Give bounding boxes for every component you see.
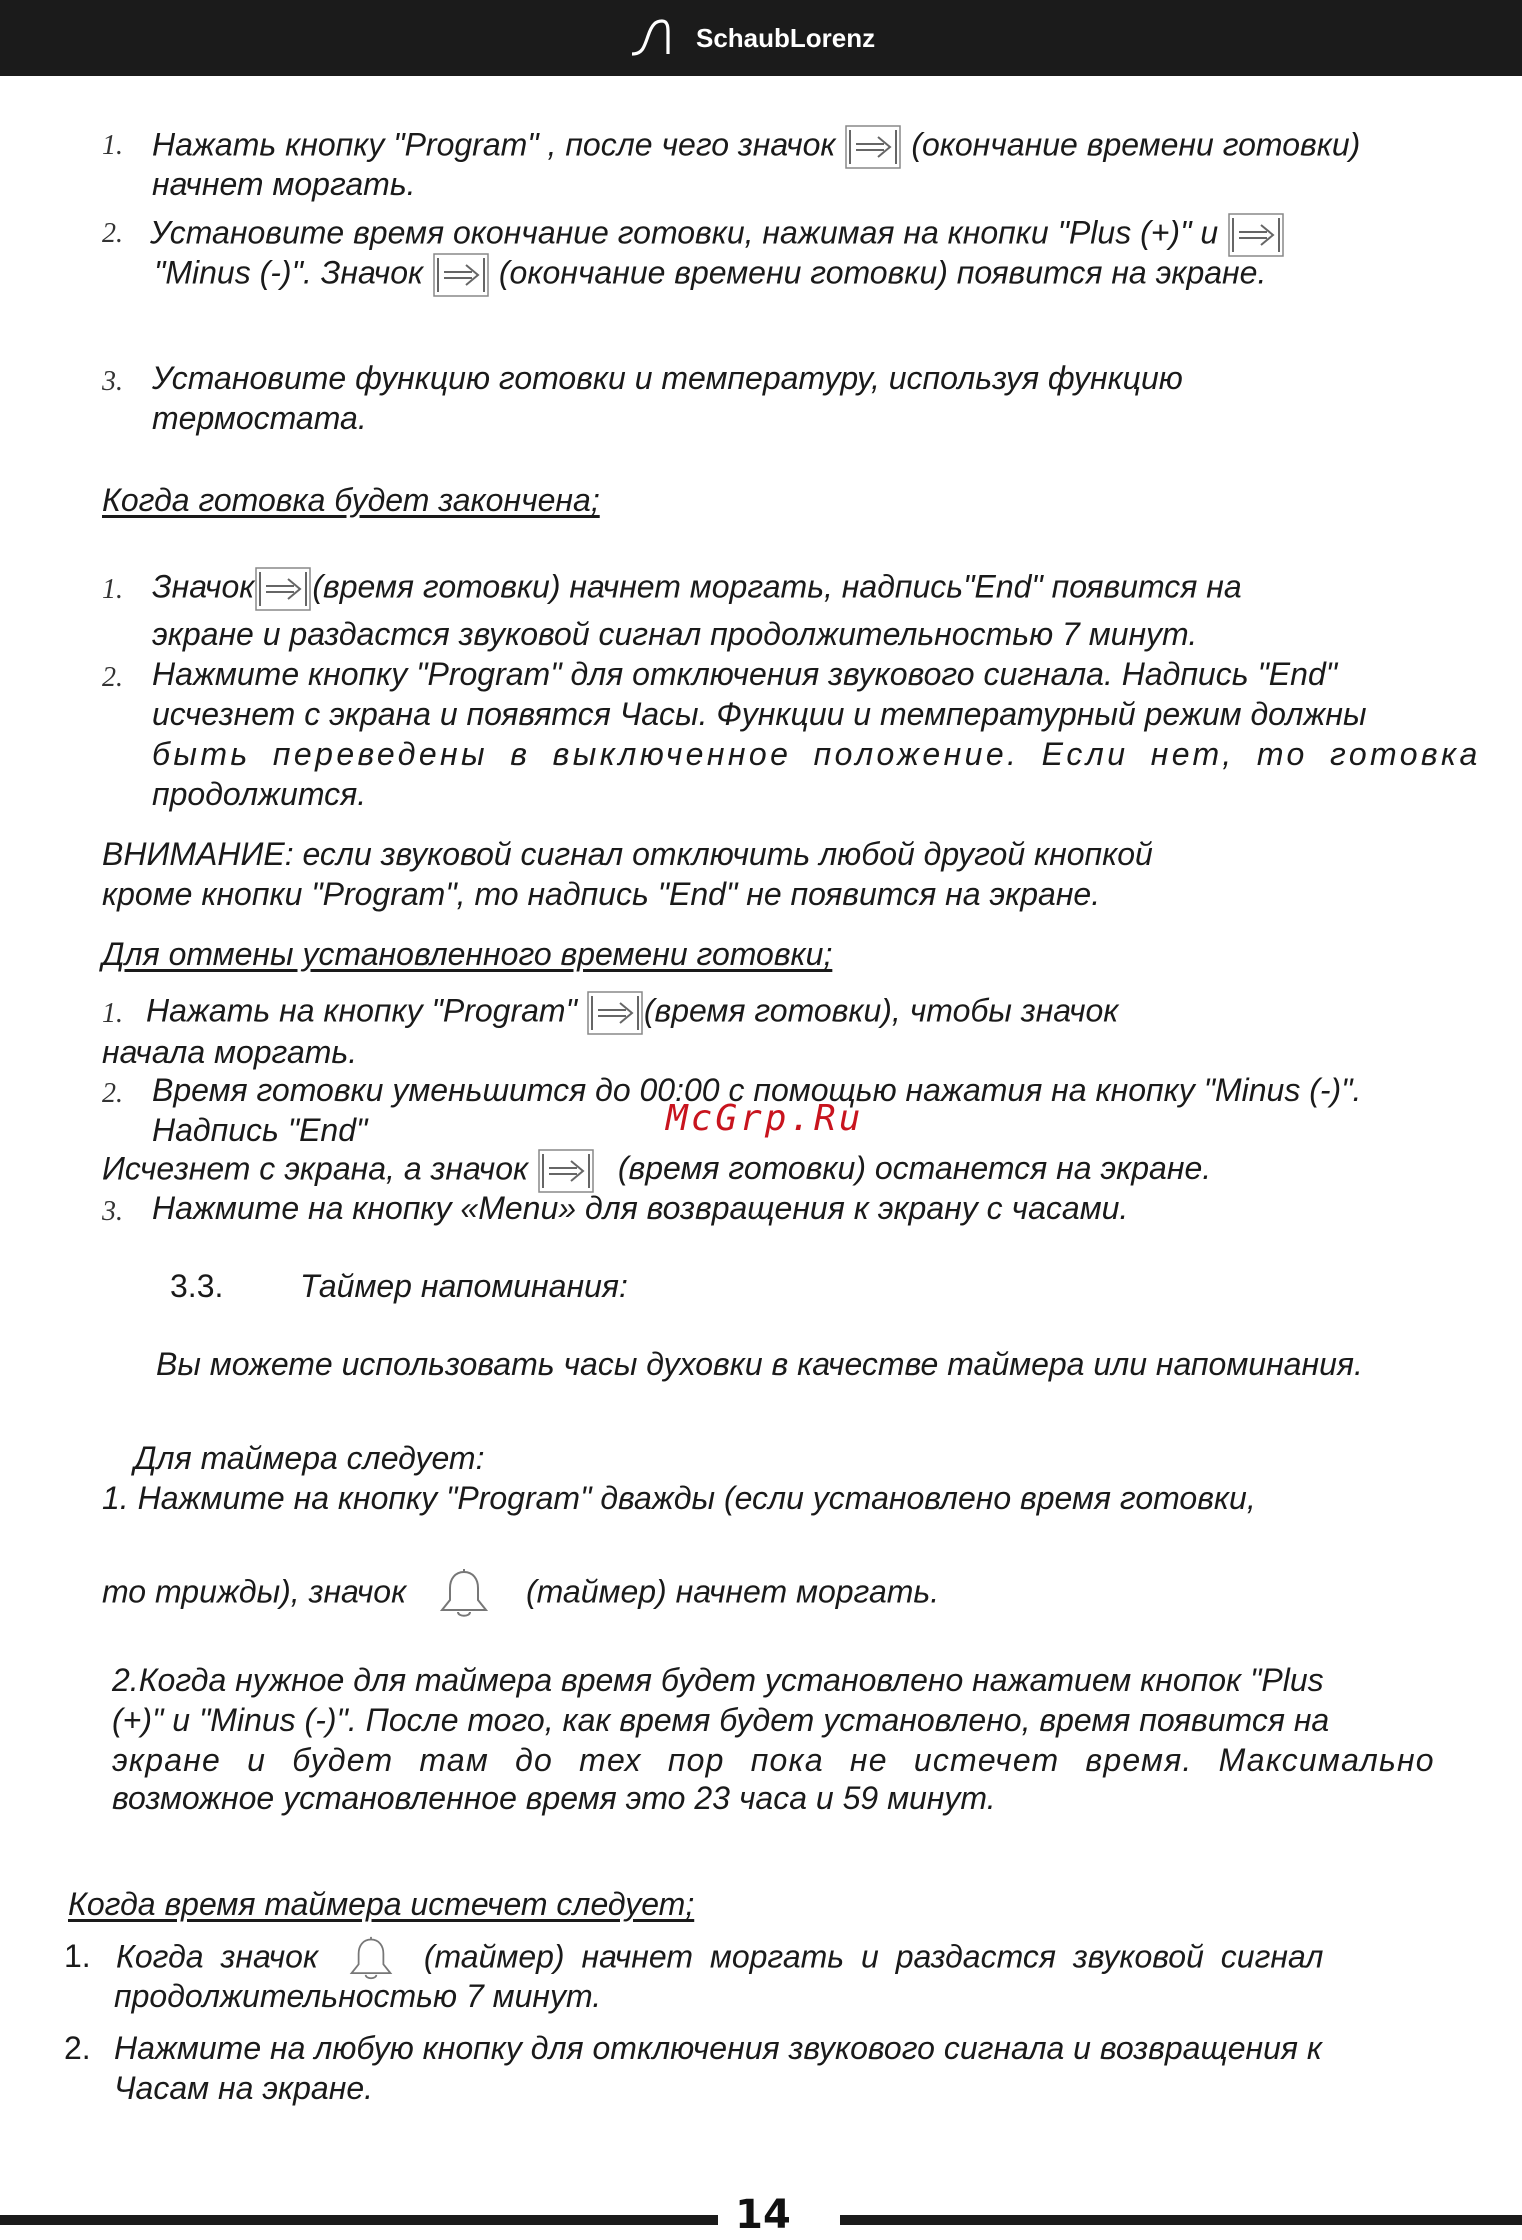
paragraph-line: быть переведены в выключенное положение. Если нет, то готовка <box>152 736 1481 772</box>
paragraph-line: Нажмите кнопку "Program" для отключения звукового сигнала. Надпись "End" <box>152 656 1338 692</box>
cook-end-time-icon <box>432 252 490 298</box>
paragraph-line: возможное установленное время это 23 часа и 59 минут. <box>112 1780 996 1816</box>
list-number: 1. <box>102 998 123 1029</box>
cook-end-time-icon <box>844 124 902 170</box>
paragraph-line: экране и будет там до тех пор пока не истечет время. Максимально <box>112 1742 1435 1778</box>
paragraph-line: начала моргать. <box>102 1034 358 1070</box>
paragraph-line: Значок (время готовки) начнет моргать, надпись"End" появится на <box>152 566 1242 612</box>
paragraph-line: Время готовки уменьшится до 00:00 с помощью нажатия на кнопку "Minus (-)". <box>152 1072 1362 1108</box>
paragraph-line: Исчезнет с экрана, а значок (время готовки) останется на экране. <box>102 1148 1211 1194</box>
footer-rule-left <box>0 2215 718 2225</box>
paragraph-line: начнет моргать. <box>152 166 416 202</box>
brand-first: Schaub <box>696 22 790 53</box>
paragraph-line: экране и раздастся звуковой сигнал продолжительностью 7 минут. <box>152 616 1198 652</box>
list-number: 3. <box>102 366 123 397</box>
paragraph-line: Когда значок (таймер) начнет моргать и раздастся звуковой сигнал <box>116 1936 1323 1982</box>
list-number: 3. <box>102 1196 123 1227</box>
paragraph-line: 2.Когда нужное для таймера время будет установлено нажатием кнопок "Plus <box>112 1662 1324 1698</box>
paragraph-line: (+)" и "Minus (-)". После того, как время будет установлено, время появится на <box>112 1702 1330 1738</box>
paragraph-line: "Minus (-)". Значок (окончание времени готовки) появится на экране. <box>154 252 1266 298</box>
watermark: McGrp.Ru <box>666 1098 864 1139</box>
paragraph-line: то трижды), значок (таймер) начнет моргать. <box>102 1568 939 1620</box>
list-number: 1. <box>102 130 123 161</box>
sub-heading: Для таймера следует: <box>134 1440 485 1476</box>
list-number: 1. <box>64 1938 91 1974</box>
paragraph-line: Нажать на кнопку "Program" (время готовки), чтобы значок <box>146 990 1118 1036</box>
list-number: 2. <box>102 218 123 249</box>
list-number: 1. <box>102 574 123 605</box>
paragraph-line: Установите время окончание готовки, нажимая на кнопки "Plus (+)" и <box>150 212 1285 258</box>
schaub-lorenz-s-mark-icon <box>628 18 692 58</box>
paragraph-line: 1. Нажмите на кнопку "Program" дважды (если установлено время готовки, <box>102 1480 1256 1516</box>
cook-end-time-icon <box>586 990 644 1036</box>
section-title: Таймер напоминания: <box>300 1268 628 1304</box>
paragraph-line: Установите функцию готовки и температуру, используя функцию <box>152 360 1183 396</box>
brand-second: Lorenz <box>789 22 876 53</box>
page-number: 14 <box>735 2192 791 2238</box>
brand-logo <box>628 18 875 58</box>
paragraph-line: исчезнет с экрана и появятся Часы. Функции и температурный режим должны <box>152 696 1367 732</box>
paragraph-line: Часам на экране. <box>114 2070 373 2106</box>
paragraph-line: Нажмите на кнопку «Menu» для возвращения к экрану с часами. <box>152 1190 1129 1226</box>
list-number: 2. <box>102 1078 123 1109</box>
list-number: 2. <box>102 662 123 693</box>
paragraph-line: Вы можете использовать часы духовки в качестве таймера или напоминания. <box>156 1346 1363 1382</box>
warning-line: ВНИМАНИЕ: если звуковой сигнал отключить любой другой кнопкой <box>102 836 1153 872</box>
paragraph-line: Нажать кнопку "Program" , после чего значок (окончание времени готовки) <box>152 124 1360 170</box>
cook-end-time-icon <box>254 566 312 612</box>
bell-icon <box>433 1568 495 1620</box>
footer-rule-right <box>840 2215 1522 2225</box>
paragraph-line: Нажмите на любую кнопку для отключения звукового сигнала и возвращения к <box>114 2030 1322 2066</box>
page-header <box>0 0 1522 76</box>
section-number: 3.3. <box>170 1268 224 1304</box>
paragraph-line: продолжится. <box>152 776 367 812</box>
section-heading: Когда готовка будет закончена; <box>102 482 600 518</box>
paragraph-line: продолжительностью 7 минут. <box>114 1978 602 2014</box>
section-heading: Когда время таймера истечет следует; <box>68 1886 695 1922</box>
paragraph-line: термостата. <box>152 400 367 436</box>
section-heading: Для отмены установленного времени готовки; <box>102 936 833 972</box>
list-number: 2. <box>64 2030 91 2066</box>
paragraph-line: Надпись "End" <box>152 1112 368 1148</box>
warning-line: кроме кнопки "Program", то надпись "End" не появится на экране. <box>102 876 1101 912</box>
